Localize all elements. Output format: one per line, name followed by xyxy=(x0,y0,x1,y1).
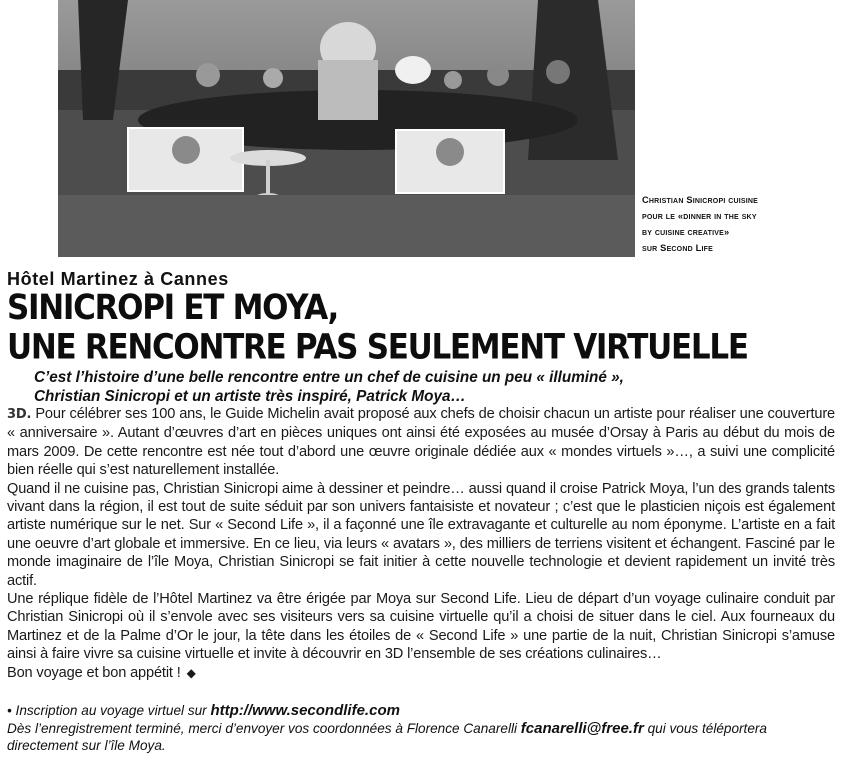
note-text: • Inscription au voyage virtuel sur xyxy=(7,703,211,718)
body-paragraph: Quand il ne cuisine pas, Christian Sinicropi aime à dessiner et peindre… aussi quand il croise Patrick Moya, l’un des grands talents vivant dans la région, il est tout de suite séduit par son univers fantaisiste et novateur ; c’est que le plasticien niçois est également artiste numérique sur le net. Sur « Second Life », il a façonné une île extravagante et culturelle au nom éponyme. L’artiste en a fait une oeuvre d’art globale et immersive. En ce lieu, via leurs « avatars », des milliers de terriens visitent et échangent. Fasciné par le monde imaginaire de l’île Moya, Christian Sinicropi se fait initier à cette nouvelle technologie et devient rapidement un invité très actif. xyxy=(7,480,835,589)
photo-caption xyxy=(642,192,832,256)
caption-line: Christian Sinicropi cuisine xyxy=(642,195,759,205)
email-link[interactable]: fcanarelli@free.fr xyxy=(520,719,644,737)
headline-line: SINICROPI ET MOYA, xyxy=(7,287,338,329)
note-text: Dès l’enregistrement terminé, merci d’envoyer vos coordonnées à Florence Canarelli xyxy=(7,720,521,736)
closing-line xyxy=(7,664,835,682)
website-link[interactable]: http://www.secondlife.com xyxy=(210,702,400,719)
end-mark-icon: ◆ xyxy=(186,665,196,680)
caption-line: pour le «dinner in the sky xyxy=(642,211,757,221)
article-kicker: Hôtel Martinez à Cannes xyxy=(7,269,229,289)
caption-line: by cuisine creative» xyxy=(642,227,730,237)
registration-note xyxy=(7,702,835,720)
lede-line: Christian Sinicropi et un artiste très inspiré, Patrick Moya… xyxy=(34,388,466,405)
article-photo xyxy=(58,0,635,257)
lead-tag: 3D. xyxy=(7,407,32,422)
body-paragraph: Une réplique fidèle de l’Hôtel Martinez va être érigée par Moya sur Second Life. Lieu de départ d’un voyage culinaire conduit par Christian Sinicropi où il s’envole avec ses visiteurs vers sa cuisine virtuelle qu’il a choisi de situer dans le ciel. Aux fourneaux du Martinez et de la Palme d’Or le jour, la tête dans les étoiles de « Second Life » une partie de la nuit, Christian Sinicropi s’amuse ainsi à faire vivre sa cuisine virtuelle et invite à découvrir en 3D l’ensemble de ses créations culinaires… xyxy=(7,591,835,663)
second-life-scene-image xyxy=(58,0,635,257)
headline-line: UNE RENCONTRE PAS SEULEMENT VIRTUELLE xyxy=(7,327,748,368)
paragraph-text: Pour célébrer ses 100 ans, le Guide Michelin avait proposé aux chefs de choisir chacun un artiste pour réaliser une couverture « anniversaire ». Autant d’œuvres d’art en pièces uniques ont ainsi été exposées au musée d’Orsay à Paris au début du mois de mars 2009. De cette rencontre est née tout d’abord une œuvre originale dédiée aux « mondes virtuels »…, a suivi une complicité bien réelle qui s’est naturellement installée. xyxy=(7,406,835,479)
contact-note-end: directement sur l’île Moya. xyxy=(7,738,166,753)
article-body xyxy=(7,405,835,682)
caption-line: sur Second Life xyxy=(642,243,713,253)
closing-text: Bon voyage et bon appétit ! xyxy=(7,664,181,681)
note-text: qui vous téléportera xyxy=(643,720,767,736)
article-lede xyxy=(34,368,834,406)
article-notes xyxy=(7,702,835,755)
contact-note xyxy=(7,720,835,738)
article-headline xyxy=(7,289,837,367)
lede-line: C’est l’histoire d’une belle rencontre entre un chef de cuisine un peu « illuminé », xyxy=(34,369,624,386)
body-paragraph xyxy=(7,405,835,480)
